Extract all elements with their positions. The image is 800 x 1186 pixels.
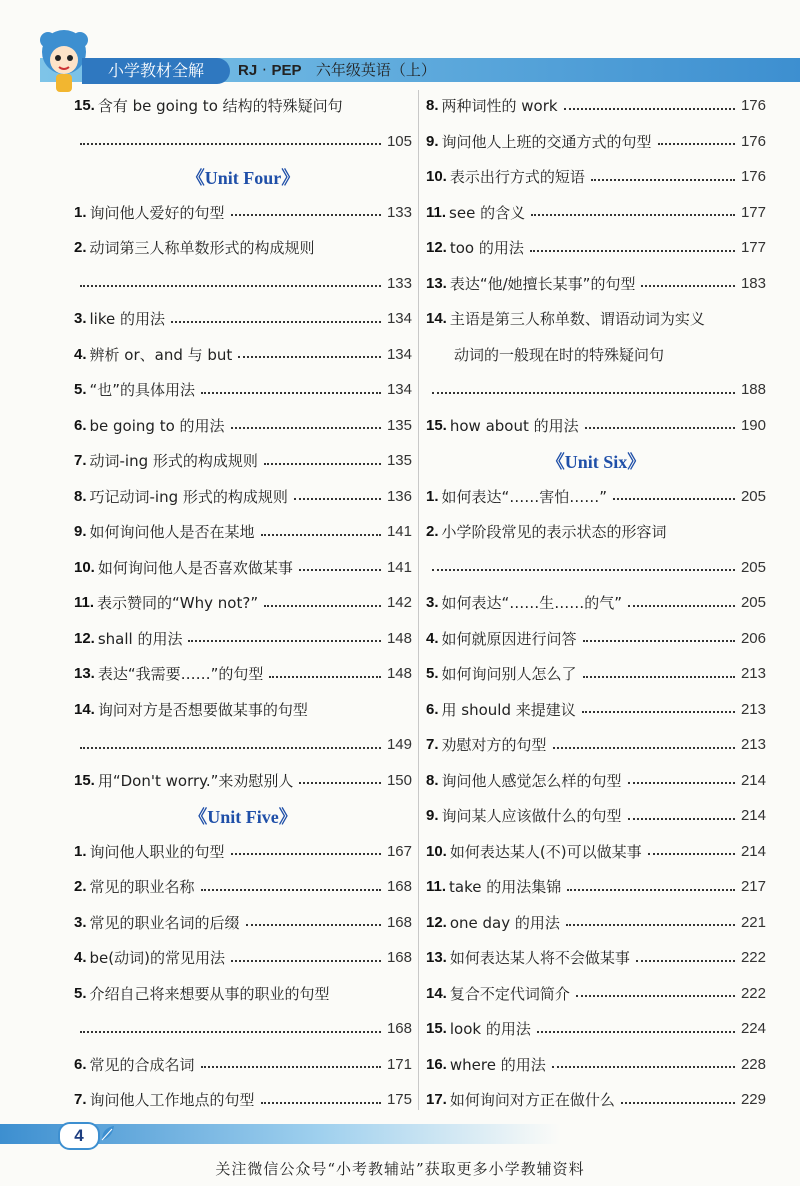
dot-leader <box>628 818 735 820</box>
entry-title: 动词第三人称单数形式的构成规则 <box>89 239 315 258</box>
toc-entry <box>74 230 412 266</box>
dot-leader <box>231 427 381 429</box>
entry-page: 148 <box>386 629 412 647</box>
entry-page: 213 <box>740 700 766 718</box>
dot-leader <box>591 179 735 181</box>
entry-number: 6. <box>74 416 87 434</box>
entry-number: 1. <box>426 487 439 505</box>
dot-leader <box>648 853 735 855</box>
entry-number: 9. <box>426 132 439 150</box>
entry-number: 4. <box>426 629 439 647</box>
toc-entry <box>74 372 412 408</box>
entry-number: 8. <box>426 771 439 789</box>
entry-title: 询问他人感觉怎么样的句型 <box>441 771 622 790</box>
entry-title: 询问他人爱好的句型 <box>89 203 225 222</box>
entry-page: 214 <box>740 807 766 825</box>
entry-title: 表示出行方式的短语 <box>449 168 585 187</box>
book-title: 小学教材全解 <box>82 58 230 84</box>
entry-number: 7. <box>74 452 87 470</box>
toc-entry <box>74 408 412 444</box>
entry-page: 141 <box>386 558 412 576</box>
dot-leader <box>80 747 381 749</box>
dot-leader <box>246 924 381 926</box>
entry-number: 6. <box>74 1055 87 1073</box>
toc-entry <box>426 88 766 124</box>
dot-leader <box>264 605 381 607</box>
entry-number: 10. <box>426 842 447 860</box>
entry-number: 17. <box>426 1091 447 1109</box>
toc-left-column <box>74 88 412 1118</box>
dot-leader <box>201 1066 381 1068</box>
entry-title: 动词的一般现在时的特殊疑问句 <box>454 345 665 364</box>
entry-number: 3. <box>74 310 87 328</box>
entry-number: 4. <box>74 345 87 363</box>
entry-title: 常见的职业名词的后缀 <box>89 913 240 932</box>
entry-title: 如何表达某人(不)可以做某事 <box>449 842 642 861</box>
entry-number: 8. <box>426 97 439 115</box>
entry-title: 如何询问他人是否喜欢做某事 <box>97 558 293 577</box>
dot-leader <box>585 427 735 429</box>
dot-leader <box>564 108 735 110</box>
toc-right-column <box>426 88 766 1118</box>
entry-title: like 的用法 <box>89 310 165 329</box>
toc-entry <box>74 1082 412 1118</box>
entry-title: see 的含义 <box>449 203 526 222</box>
toc-entry <box>426 976 766 1012</box>
entry-page: 228 <box>740 1055 766 1073</box>
toc-entry <box>74 88 412 124</box>
series-separator: · <box>261 61 267 79</box>
entry-title: 两种词性的 work <box>441 97 558 116</box>
dot-leader <box>530 250 735 252</box>
entry-page: 224 <box>740 1020 766 1038</box>
entry-page: 136 <box>386 487 412 505</box>
entry-page: 214 <box>740 771 766 789</box>
entry-title: 如何表达“……生……的气” <box>441 594 623 613</box>
entry-page: 142 <box>386 594 412 612</box>
toc-entry <box>426 656 766 692</box>
entry-page: 135 <box>386 416 412 434</box>
dot-leader <box>171 321 381 323</box>
edition-code: PEP <box>271 62 302 79</box>
toc-entry <box>426 727 766 763</box>
dot-leader <box>80 1031 381 1033</box>
entry-page: 177 <box>740 239 766 257</box>
entry-title: where 的用法 <box>449 1055 546 1074</box>
entry-page: 214 <box>740 842 766 860</box>
toc-entry <box>74 763 412 799</box>
toc-entry <box>426 230 766 266</box>
entry-page: 206 <box>740 629 766 647</box>
entry-page: 176 <box>740 168 766 186</box>
dot-leader <box>231 853 381 855</box>
entry-page: 205 <box>740 558 766 576</box>
dot-leader <box>269 676 381 678</box>
entry-number: 11. <box>426 203 447 221</box>
toc-entry <box>426 266 766 302</box>
dot-leader <box>299 569 381 571</box>
entry-title: 如何表达某人将不会做某事 <box>449 949 630 968</box>
entry-number: 2. <box>426 523 439 541</box>
entry-number: 13. <box>426 274 447 292</box>
leaf-icon <box>100 1124 116 1142</box>
entry-title: 如何表达“……害怕……” <box>441 487 608 506</box>
toc-entry <box>74 834 412 870</box>
toc-entry <box>426 408 766 444</box>
entry-page: 205 <box>740 594 766 612</box>
entry-number: 8. <box>74 487 87 505</box>
entry-page: 105 <box>386 132 412 150</box>
entry-title: 表达“他/她擅长某事”的句型 <box>449 274 636 293</box>
entry-number: 4. <box>74 949 87 967</box>
entry-number: 5. <box>74 984 87 1002</box>
page-number: 4 <box>58 1122 100 1150</box>
dot-leader <box>553 747 735 749</box>
entry-page: 222 <box>740 984 766 1002</box>
toc-entry <box>74 692 412 728</box>
toc-entry <box>74 940 412 976</box>
dot-leader <box>231 960 381 962</box>
entry-number: 10. <box>74 558 95 576</box>
toc-entry <box>426 621 766 657</box>
entry-number: 2. <box>74 239 87 257</box>
entry-page: 229 <box>740 1091 766 1109</box>
toc-entry <box>426 124 766 160</box>
entry-number: 13. <box>74 665 95 683</box>
entry-page: 177 <box>740 203 766 221</box>
dot-leader <box>231 214 381 216</box>
toc-entry <box>74 1047 412 1083</box>
entry-number: 12. <box>426 239 447 257</box>
toc-entry <box>426 1082 766 1118</box>
toc-entry <box>74 976 412 1012</box>
entry-page: 213 <box>740 736 766 754</box>
entry-page: 134 <box>386 381 412 399</box>
entry-title: 询问他人上班的交通方式的句型 <box>441 132 652 151</box>
toc-entry <box>426 585 766 621</box>
dot-leader <box>80 285 381 287</box>
entry-page: 134 <box>386 310 412 328</box>
entry-title: 含有 be going to 结构的特殊疑问句 <box>97 97 343 116</box>
entry-number: 12. <box>426 913 447 931</box>
dot-leader <box>613 498 735 500</box>
toc-entry <box>426 159 766 195</box>
entry-page: 150 <box>386 771 412 789</box>
entry-number: 13. <box>426 949 447 967</box>
entry-page: 183 <box>740 274 766 292</box>
toc-entry <box>74 905 412 941</box>
toc-entry <box>426 798 766 834</box>
entry-number: 15. <box>426 416 447 434</box>
toc-entry <box>74 550 412 586</box>
entry-number: 6. <box>426 700 439 718</box>
toc-entry-continuation <box>74 124 412 160</box>
entry-number: 9. <box>426 807 439 825</box>
entry-number: 1. <box>74 842 87 860</box>
toc-entry <box>426 1011 766 1047</box>
entry-number: 2. <box>74 878 87 896</box>
entry-title: 辨析 or、and 与 but <box>89 345 233 364</box>
toc-entry <box>426 763 766 799</box>
entry-title: shall 的用法 <box>97 629 183 648</box>
toc-entry <box>426 869 766 905</box>
toc-entry <box>426 514 766 550</box>
dot-leader <box>583 640 735 642</box>
entry-title: take 的用法集锦 <box>449 878 562 897</box>
toc-entry <box>74 301 412 337</box>
entry-page: 176 <box>740 132 766 150</box>
dot-leader <box>628 782 735 784</box>
entry-number: 14. <box>426 984 447 1002</box>
dot-leader <box>567 889 735 891</box>
entry-title: be(动词)的常见用法 <box>89 949 225 968</box>
entry-title: 巧记动词-ing 形式的构成规则 <box>89 487 288 506</box>
entry-title: look 的用法 <box>449 1020 531 1039</box>
dot-leader <box>531 214 735 216</box>
entry-number: 11. <box>74 594 95 612</box>
entry-title: 询问某人应该做什么的句型 <box>441 807 622 826</box>
dot-leader <box>583 676 735 678</box>
entry-title: 询问他人职业的句型 <box>89 842 225 861</box>
entry-page: 222 <box>740 949 766 967</box>
toc-entry <box>426 834 766 870</box>
entry-page: 135 <box>386 452 412 470</box>
dot-leader <box>658 143 735 145</box>
unit-heading: 《Unit Five》 <box>189 806 297 827</box>
toc-entry-continuation <box>74 266 412 302</box>
entry-title: 常见的职业名称 <box>89 878 195 897</box>
entry-page: 171 <box>386 1055 412 1073</box>
entry-number: 7. <box>74 1091 87 1109</box>
entry-page: 168 <box>386 913 412 931</box>
entry-title: 小学阶段常见的表示状态的形容词 <box>441 523 667 542</box>
dot-leader <box>201 889 381 891</box>
toc-entry-continuation <box>74 727 412 763</box>
entry-number: 7. <box>426 736 439 754</box>
entry-title: 用 should 来提建议 <box>441 700 576 719</box>
entry-title: 如何询问他人是否在某地 <box>89 523 255 542</box>
toc-entry <box>426 195 766 231</box>
dot-leader <box>636 960 735 962</box>
entry-page: 168 <box>386 1020 412 1038</box>
toc-entry-continuation <box>426 372 766 408</box>
unit-heading: 《Unit Four》 <box>186 167 300 188</box>
dot-leader <box>188 640 380 642</box>
entry-number: 14. <box>426 310 447 328</box>
dot-leader <box>628 605 735 607</box>
column-divider <box>418 90 419 1110</box>
subject-title: 六年级英语（上） <box>315 61 436 79</box>
unit-heading: 《Unit Six》 <box>546 451 646 472</box>
entry-title: 介绍自己将来想要从事的职业的句型 <box>89 984 330 1003</box>
entry-title: 常见的合成名词 <box>89 1055 195 1074</box>
entry-number: 5. <box>74 381 87 399</box>
entry-number: 3. <box>426 594 439 612</box>
dot-leader <box>621 1102 735 1104</box>
entry-page: 217 <box>740 878 766 896</box>
entry-title: 动词-ing 形式的构成规则 <box>89 452 258 471</box>
entry-title: 如何询问对方正在做什么 <box>449 1091 615 1110</box>
entry-page: 167 <box>386 842 412 860</box>
toc-entry <box>74 337 412 373</box>
entry-title: how about 的用法 <box>449 416 579 435</box>
entry-title: 复合不定代词简介 <box>449 984 570 1003</box>
entry-title: too 的用法 <box>449 239 524 258</box>
entry-page: 149 <box>386 736 412 754</box>
dot-leader <box>264 463 381 465</box>
dot-leader <box>299 782 381 784</box>
entry-page: 175 <box>386 1091 412 1109</box>
entry-title: be going to 的用法 <box>89 416 225 435</box>
entry-page: 190 <box>740 416 766 434</box>
entry-title: 询问对方是否想要做某事的句型 <box>97 700 308 719</box>
dot-leader <box>294 498 381 500</box>
dot-leader <box>552 1066 735 1068</box>
toc-entry <box>74 514 412 550</box>
toc-entry <box>426 692 766 728</box>
entry-title: “也”的具体用法 <box>89 381 196 400</box>
entry-page: 213 <box>740 665 766 683</box>
toc-entry-continuation <box>426 550 766 586</box>
toc-entry <box>426 479 766 515</box>
toc-entry <box>426 905 766 941</box>
dot-leader <box>566 924 735 926</box>
entry-page: 168 <box>386 949 412 967</box>
footer-note: 关注微信公众号“小考教辅站”获取更多小学教辅资料 <box>215 1160 585 1178</box>
entry-title: 表示赞同的“Why not?” <box>97 594 259 613</box>
dot-leader <box>537 1031 735 1033</box>
entry-number: 11. <box>426 878 447 896</box>
entry-page: 141 <box>386 523 412 541</box>
dot-leader <box>201 392 381 394</box>
toc-entry <box>74 656 412 692</box>
header-edition <box>238 58 436 83</box>
toc-entry <box>74 621 412 657</box>
entry-number: 10. <box>426 168 447 186</box>
entry-title: one day 的用法 <box>449 913 560 932</box>
entry-page: 133 <box>386 203 412 221</box>
entry-title: 表达“我需要……”的句型 <box>97 665 264 684</box>
entry-number: 15. <box>74 771 95 789</box>
footer-band <box>0 1124 800 1144</box>
entry-number: 1. <box>74 203 87 221</box>
dot-leader <box>582 711 735 713</box>
toc-entry-continuation <box>426 337 766 373</box>
dot-leader <box>80 143 381 145</box>
toc-entry <box>426 940 766 976</box>
toc-entry <box>74 195 412 231</box>
entry-page: 176 <box>740 97 766 115</box>
toc-entry <box>74 585 412 621</box>
entry-number: 16. <box>426 1055 447 1073</box>
entry-number: 15. <box>74 97 95 115</box>
entry-title: 劝慰对方的句型 <box>441 736 547 755</box>
entry-page: 221 <box>740 913 766 931</box>
dot-leader <box>432 392 735 394</box>
entry-title: 如何就原因进行问答 <box>441 629 577 648</box>
entry-number: 3. <box>74 913 87 931</box>
entry-title: 如何询问别人怎么了 <box>441 665 577 684</box>
dot-leader <box>641 285 735 287</box>
dot-leader <box>576 995 735 997</box>
toc-entry <box>74 479 412 515</box>
entry-title: 询问他人工作地点的句型 <box>89 1091 255 1110</box>
toc-entry <box>74 443 412 479</box>
dot-leader <box>261 1102 381 1104</box>
entry-number: 15. <box>426 1020 447 1038</box>
entry-page: 168 <box>386 878 412 896</box>
dot-leader <box>238 356 381 358</box>
toc-entry <box>74 869 412 905</box>
entry-title: 用“Don't worry.”来劝慰别人 <box>97 771 294 790</box>
dot-leader <box>432 569 735 571</box>
entry-page: 133 <box>386 274 412 292</box>
entry-number: 14. <box>74 700 95 718</box>
entry-page: 134 <box>386 345 412 363</box>
entry-page: 148 <box>386 665 412 683</box>
entry-page: 188 <box>740 381 766 399</box>
entry-number: 12. <box>74 629 95 647</box>
entry-title: 主语是第三人称单数、谓语动词为实义 <box>449 310 705 329</box>
toc-entry-continuation <box>74 1011 412 1047</box>
entry-number: 9. <box>74 523 87 541</box>
entry-page: 205 <box>740 487 766 505</box>
toc-entry <box>426 1047 766 1083</box>
toc-entry <box>426 301 766 337</box>
series-code: RJ <box>238 62 258 79</box>
entry-number: 5. <box>426 665 439 683</box>
dot-leader <box>261 534 381 536</box>
